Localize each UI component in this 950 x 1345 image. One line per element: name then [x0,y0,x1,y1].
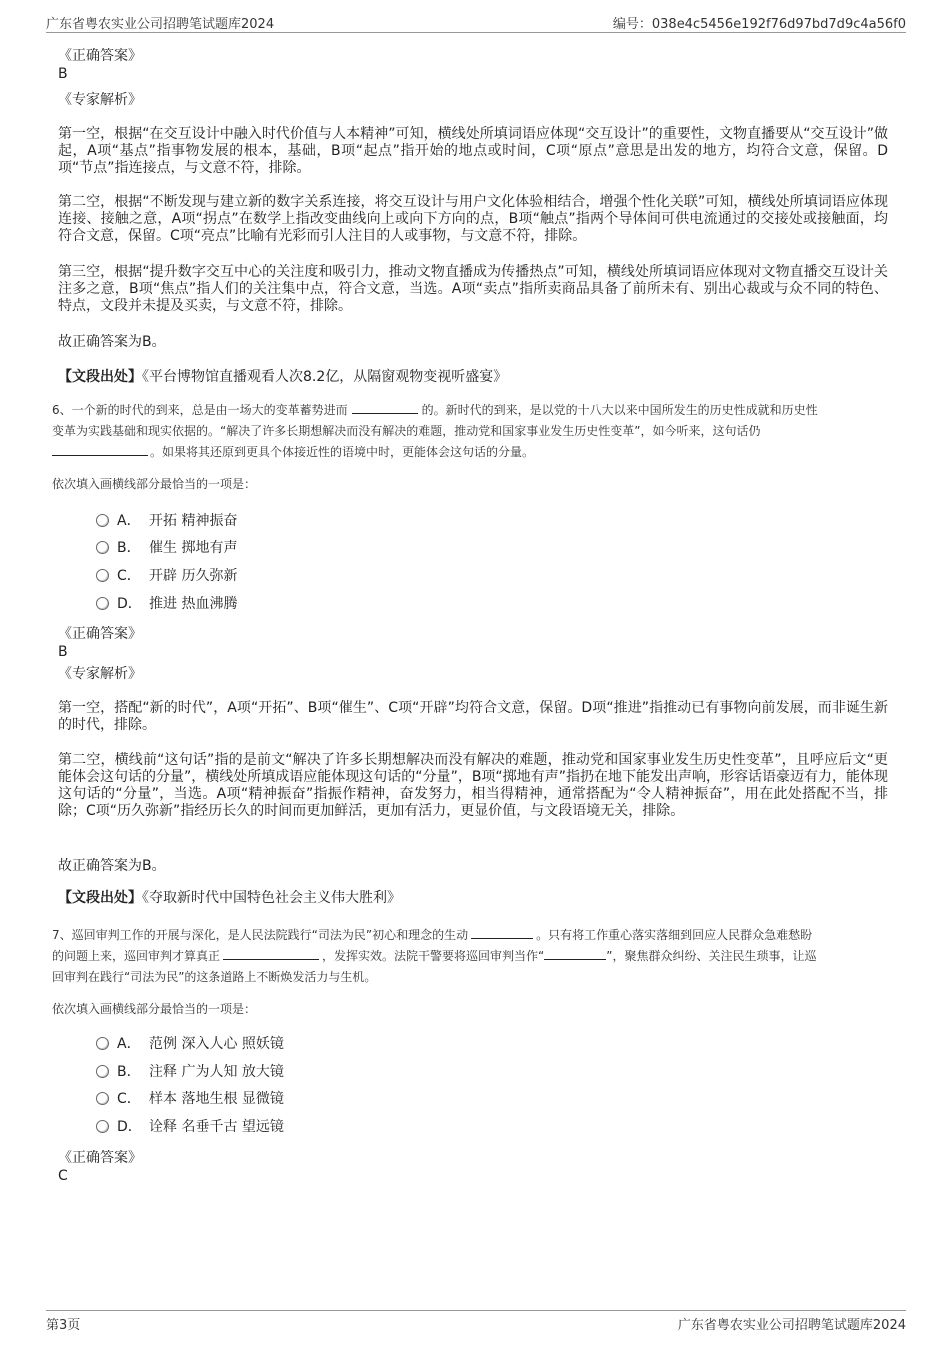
radio-icon[interactable] [96,1065,109,1078]
q6-blank-1 [352,401,418,414]
option-text: 开拓 精神振奋 [149,513,238,529]
q7-stem-part: 7、巡回审判工作的开展与深化，是人民法院践行“司法为民”初心和理念的生动 [52,928,469,942]
q6-source [58,890,401,907]
option-letter: C． [117,568,141,584]
q5-analysis-3: 第三空，根据“提升数字交互中心的关注度和吸引力，推动文物直播成为传播热点”可知，横线处所填词语应体现对文物直播交互设计关注多之意，B项“焦点”指人们的关注集中点，符合文意，当选。A项“卖点”指所卖商品具备了前所未有、别出心裁或与众不同的特色、特点，文段并未提及买卖，与文意不符，排除。 [58,264,888,314]
header-title: 广东省粤农实业公司招聘笔试题库2024 [46,17,275,32]
option-letter: B． [117,1064,141,1080]
q6-analysis-2: 第二空，横线前“这句话”指的是前文“解决了许多长期想解决而没有解决的难题，推动党和国家事业发生历史性变革”，且呼应后文“更能体会这句话的分量”，横线处所填成语应能体现这句话的“分量”，B项“掷地有声”指扔在地下能发出声响，形容话语豪迈有力，能体现这句话的“分量”，当选。A项“精神振奋”指振作精神，奋发努力，相当得精神，通常搭配为“令人精神振奋”，用在此处搭配不当，排除；C项“历久弥新”指经历长久的时间而更加鲜活，更加有活力，更显价值，与文段语境无关，排除。 [58,752,888,819]
radio-icon[interactable] [96,514,109,527]
q6-stem [52,400,897,463]
option-letter: C． [117,1091,141,1107]
option-text: 推进 热血沸腾 [149,596,238,612]
source-tag: 【文段出处】 [58,890,142,906]
analysis-label: 《专家解析》 [58,666,142,682]
q6-option-b[interactable] [96,540,237,557]
q7-blank-1 [471,926,533,939]
q7-blank-3 [544,947,606,960]
option-text: 注释 广为人知 放大镜 [149,1064,284,1080]
option-letter: A． [117,1036,141,1052]
radio-icon[interactable] [96,1120,109,1133]
q6-stem-part: 6、一个新的时代的到来，总是由一场大的变革蓄势进而 [52,403,348,417]
option-text: 诠释 名垂千古 望远镜 [149,1119,284,1135]
option-letter: D． [117,596,142,612]
q6-analysis-1: 第一空，搭配“新的时代”，A项“开拓”、B项“催生”、C项“开辟”均符合文意，保留。D项“推进”指推动已有事物向前发展，而非诞生新的时代，排除。 [58,700,888,733]
answer-label: 《正确答案》 [58,1150,142,1166]
q7-stem-part: ”，聚焦群众纠纷、关注民生琐事，让巡 [606,949,817,963]
q7-stem-part: ，发挥实效。法院干警要将巡回审判当作“ [322,949,545,963]
q6-conclusion: 故正确答案为B。 [58,858,166,874]
q7-option-b[interactable] [96,1064,284,1081]
footer-page-number: 第3页 [46,1318,81,1333]
header-doc-id: 编号：038e4c5456e192f76d97bd7d9c4a56f0 [612,17,906,32]
q6-source-title: 《夺取新时代中国特色社会主义伟大胜利》 [142,890,401,906]
radio-icon[interactable] [96,541,109,554]
option-letter: D． [117,1119,142,1135]
q7-option-a[interactable] [96,1036,284,1053]
q7-blank-2 [223,947,319,960]
source-tag: 【文段出处】 [58,369,142,385]
page-header [46,10,906,33]
q7-option-c[interactable] [96,1091,284,1108]
q5-source-title: 《平台博物馆直播观看人次8.2亿，从隔窗观物变视听盛宴》 [142,369,508,385]
q5-answer: B [58,66,68,82]
q7-stem [52,925,897,988]
q5-analysis-1: 第一空，根据“在交互设计中融入时代价值与人本精神”可知，横线处所填词语应体现“交互设计”的重要性，文物直播要从“交互设计”做起，A项“基点”指事物发展的根本，基础，B项“起点”指开始的地点或时间，C项“原点”意思是出发的地方，均符合文意，保留。D项“节点”指连接点，与文意不符，排除。 [58,126,888,176]
q7-stem-part: 。只有将工作重心落实落细到回应人民群众急难愁盼 [536,928,813,942]
q5-analysis-2: 第二空，根据“不断发现与建立新的数字关系连接，将交互设计与用户文化体验相结合，增强个性化关联”可知，横线处所填词语应体现连接、接触之意，A项“拐点”在数学上指改变曲线向上或向下方向的点，B项“触点”指两个导体间可供电流通过的交接处或接触面，均符合文意，保留。C项“亮点”比喻有光彩而引人注目的人或事物，与文意不符，排除。 [58,194,888,244]
q5-conclusion: 故正确答案为B。 [58,334,166,350]
q5-source [58,369,507,386]
option-text: 开辟 历久弥新 [149,568,238,584]
option-text: 范例 深入人心 照妖镜 [149,1036,284,1052]
page-footer [46,1310,906,1333]
option-text: 催生 掷地有声 [149,540,238,556]
q6-stem-part: 。如果将其还原到更具个体接近性的语境中时，更能体会这句话的分量。 [150,445,535,459]
radio-icon[interactable] [96,569,109,582]
option-text: 样本 落地生根 显微镜 [149,1091,284,1107]
q7-stem-part: 回审判在践行“司法为民”的这条道路上不断焕发活力与生机。 [52,970,377,984]
radio-icon[interactable] [96,597,109,610]
q6-instruction: 依次填入画横线部分最恰当的一项是： [52,477,257,491]
q6-stem-part: 的。新时代的到来，是以党的十八大以来中国所发生的历史性成就和历史性 [421,403,818,417]
q7-answer: C [58,1168,68,1184]
option-letter: A． [117,513,141,529]
q6-option-a[interactable] [96,513,237,530]
q6-blank-2 [52,443,148,456]
q6-option-c[interactable] [96,568,237,585]
q7-option-d[interactable] [96,1119,284,1136]
q7-instruction: 依次填入画横线部分最恰当的一项是： [52,1002,257,1016]
q6-option-d[interactable] [96,596,237,613]
q6-answer: B [58,644,68,660]
analysis-label: 《专家解析》 [58,92,142,108]
radio-icon[interactable] [96,1092,109,1105]
option-letter: B． [117,540,141,556]
q6-stem-part: 变革为实践基础和现实依据的。“解决了许多长期想解决而没有解决的难题，推动党和国家事业发生历史性变革”，如今听来，这句话仍 [52,424,761,438]
answer-label: 《正确答案》 [58,626,142,642]
q7-stem-part: 的问题上来，巡回审判才算真正 [52,949,221,963]
radio-icon[interactable] [96,1037,109,1050]
footer-title: 广东省粤农实业公司招聘笔试题库2024 [677,1318,906,1333]
answer-label: 《正确答案》 [58,48,142,64]
